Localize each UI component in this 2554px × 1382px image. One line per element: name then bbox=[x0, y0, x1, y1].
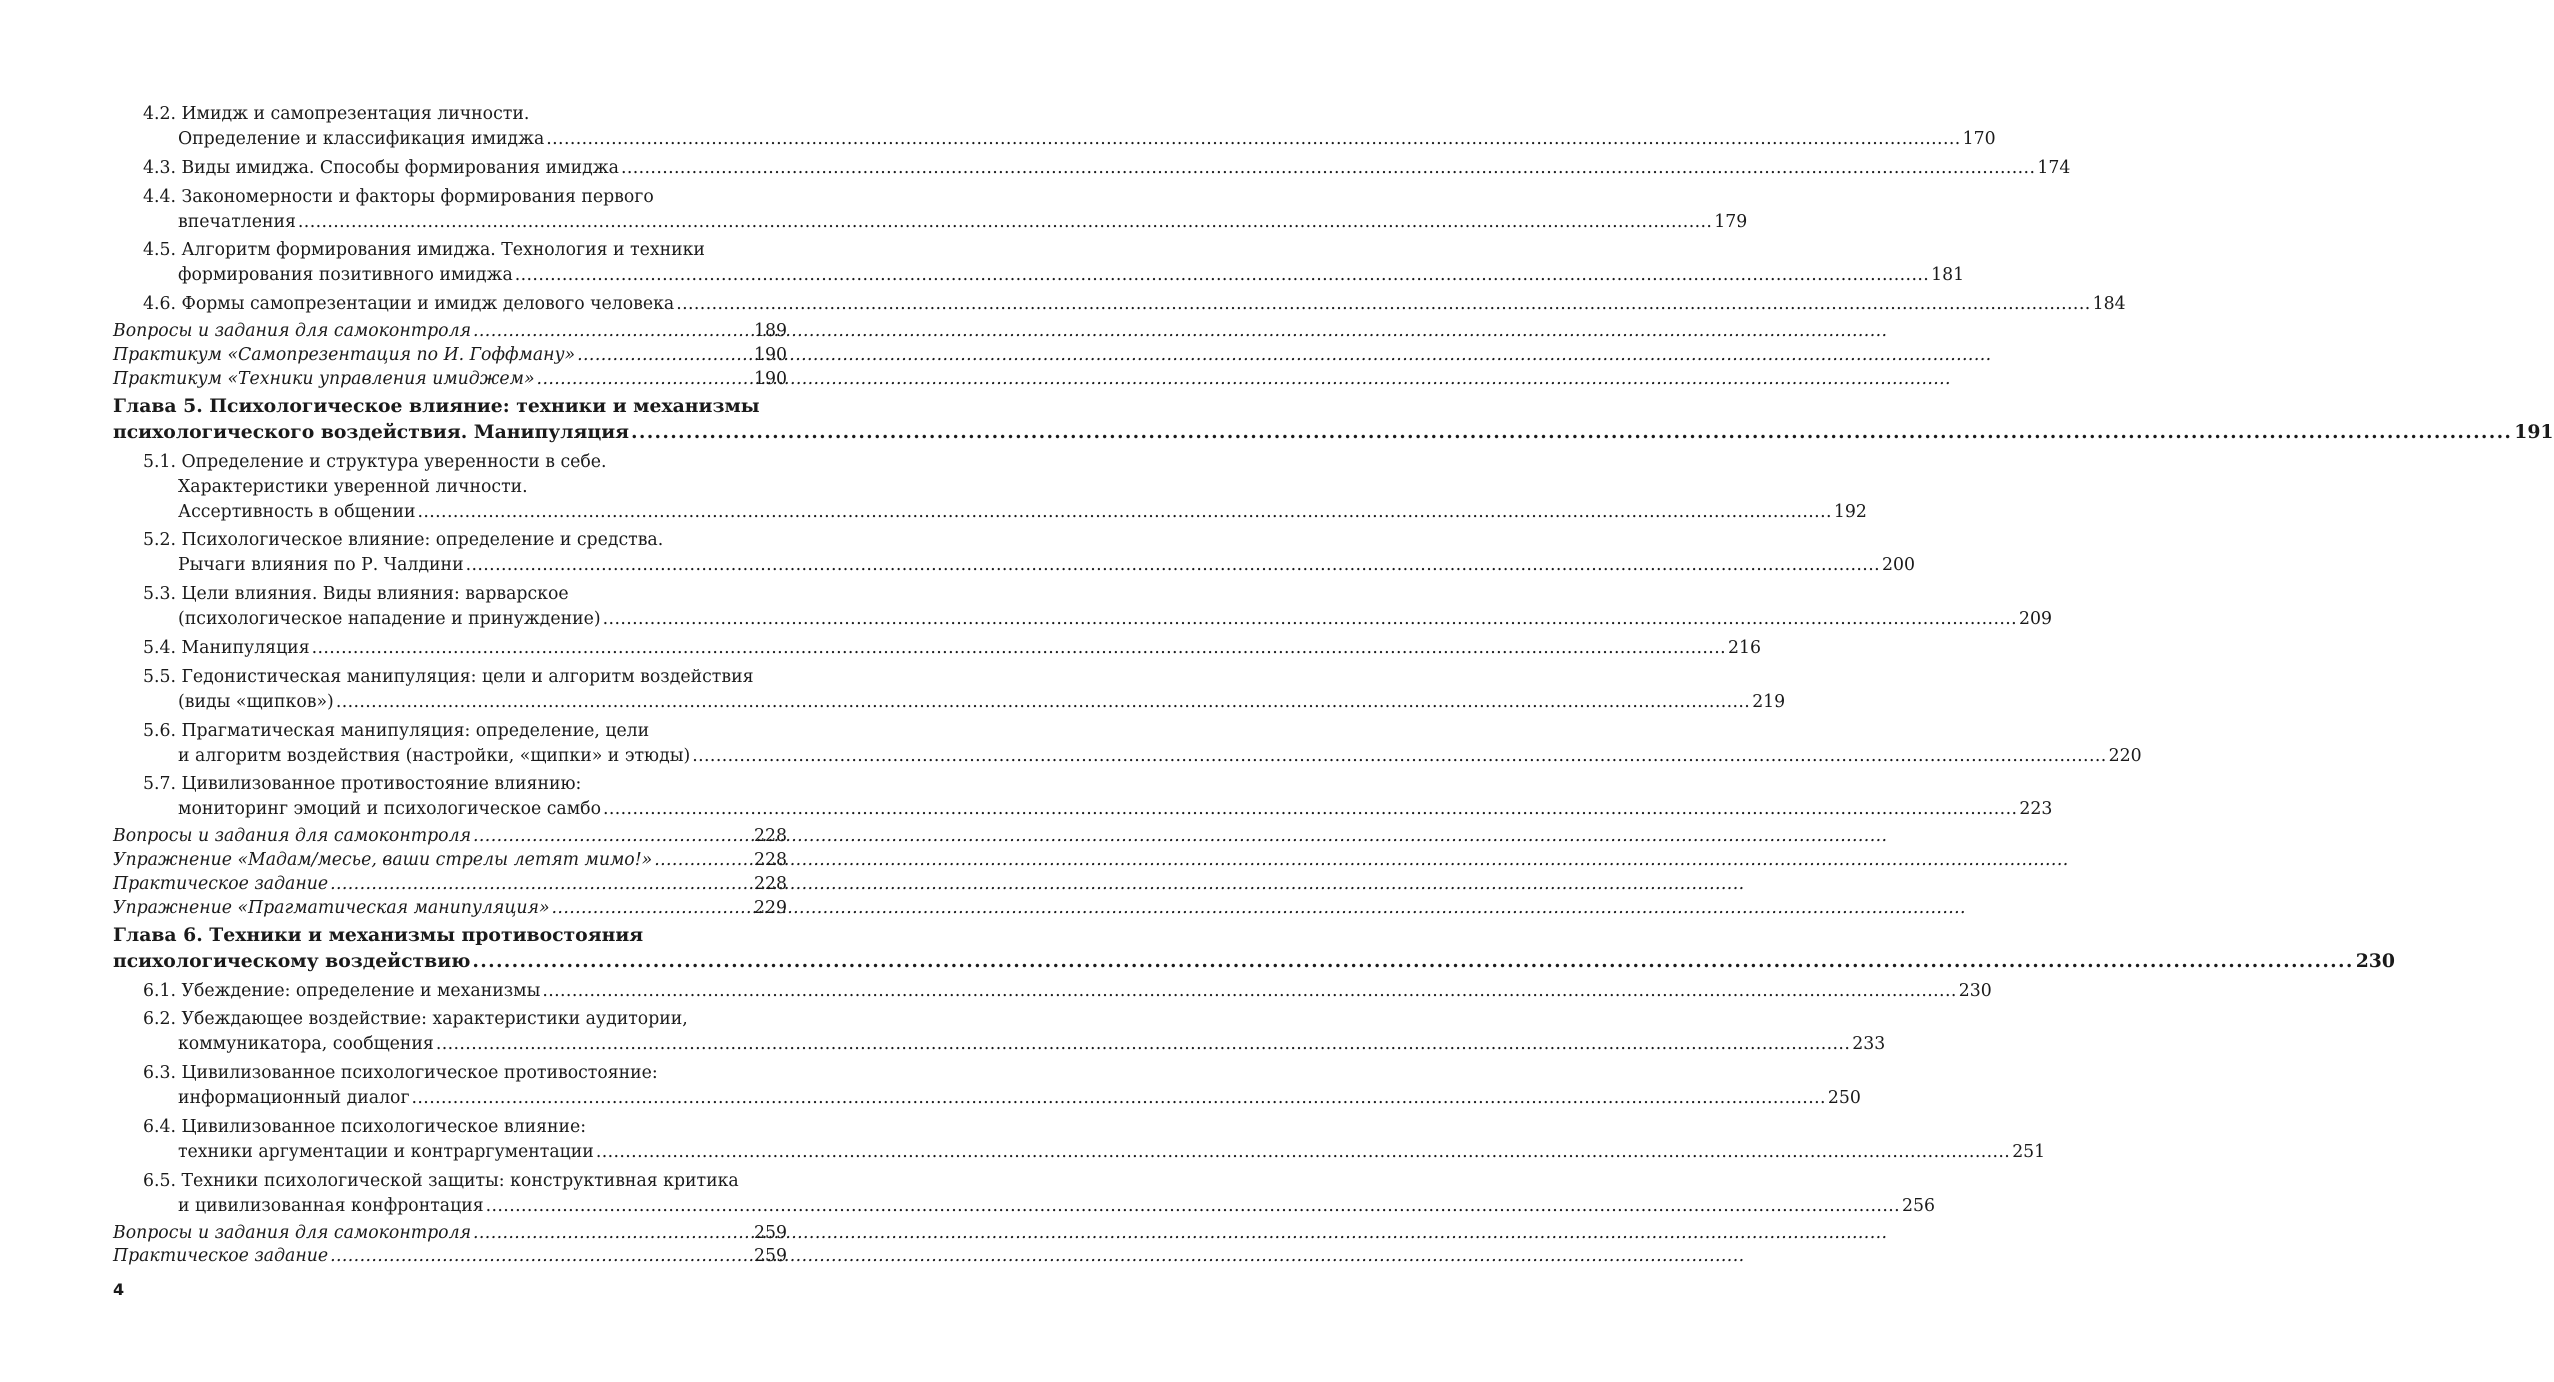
toc-entry-line bbox=[143, 1032, 1886, 1057]
toc-page-number: 251 bbox=[2012, 1141, 2046, 1162]
toc-entry bbox=[113, 582, 2053, 632]
toc-page-number: 190 bbox=[754, 368, 787, 389]
dot-leader bbox=[330, 1246, 752, 1266]
toc-entry-text: 6.2. Убеждающее воздействие: характеристики аудитории, bbox=[143, 1009, 688, 1030]
dot-leader bbox=[298, 212, 1712, 232]
toc-entry bbox=[113, 979, 1992, 1004]
toc-entry-text: психологического воздействия. Манипуляция bbox=[113, 421, 630, 444]
toc-entry-text: 6.5. Техники психологической защиты: конструктивная критика bbox=[143, 1170, 739, 1191]
dot-leader bbox=[654, 850, 752, 870]
toc-entry-line bbox=[143, 500, 1867, 525]
toc-page-number: 250 bbox=[1827, 1088, 1861, 1109]
toc-entry bbox=[113, 898, 787, 918]
toc-entry-line bbox=[143, 636, 1761, 661]
toc-entry-text: 5.1. Определение и структура уверенности в себе. bbox=[143, 451, 607, 472]
dot-leader bbox=[330, 874, 752, 894]
toc-page-number: 229 bbox=[754, 897, 787, 918]
toc-page-number: 259 bbox=[754, 1222, 787, 1243]
toc-entry bbox=[113, 345, 787, 365]
dot-leader bbox=[472, 950, 2353, 972]
toc-entry-text: Глава 6. Техники и механизмы противостояния bbox=[113, 923, 644, 946]
toc-entry bbox=[113, 1246, 787, 1266]
toc-entry bbox=[113, 665, 1786, 715]
toc-entry-line bbox=[143, 1140, 2046, 1165]
toc-entry bbox=[113, 826, 787, 846]
toc-page-number: 259 bbox=[754, 1246, 787, 1267]
table-of-contents bbox=[113, 102, 2554, 1270]
toc-page-number: 256 bbox=[1902, 1195, 1935, 1216]
toc-entry-text: Рычаги влияния по Р. Чалдини bbox=[178, 555, 464, 576]
dot-leader bbox=[486, 1196, 1900, 1216]
toc-entry-line bbox=[113, 826, 787, 846]
toc-entry-line bbox=[143, 292, 2126, 317]
toc-entry-text: впечатления bbox=[178, 211, 296, 232]
toc-page-number: 189 bbox=[754, 320, 787, 341]
toc-entry-line bbox=[113, 1246, 787, 1266]
toc-entry-line bbox=[113, 948, 2395, 975]
toc-entry-text: Практикум «Техники управления имиджем» bbox=[113, 368, 535, 389]
dot-leader bbox=[603, 609, 2017, 629]
toc-page-number: 230 bbox=[1958, 980, 1992, 1001]
toc-entry bbox=[113, 874, 787, 894]
dot-leader bbox=[473, 321, 752, 341]
toc-page-number: 219 bbox=[1752, 691, 1786, 712]
toc-page-number: 228 bbox=[754, 849, 787, 870]
toc-entry-text: 5.7. Цивилизованное противостояние влиянию: bbox=[143, 774, 582, 795]
toc-entry-text: Глава 5. Психологическое влияние: техники и механизмы bbox=[113, 394, 760, 417]
toc-entry-text: Практическое задание bbox=[113, 1246, 329, 1267]
toc-entry bbox=[113, 1169, 1935, 1219]
dot-leader bbox=[546, 129, 1960, 149]
toc-entry-line bbox=[113, 345, 787, 365]
toc-chapter-entry bbox=[113, 393, 2554, 446]
toc-entry-line bbox=[143, 979, 1992, 1004]
toc-entry-text: (виды «щипков») bbox=[178, 691, 334, 712]
toc-entry-line bbox=[113, 369, 787, 389]
dot-leader bbox=[542, 981, 1956, 1001]
dot-leader bbox=[676, 294, 2090, 314]
toc-entry-text: формирования позитивного имиджа bbox=[178, 265, 513, 286]
toc-entry-line bbox=[143, 744, 2142, 769]
dot-leader bbox=[515, 265, 1929, 285]
toc-entry-line bbox=[143, 1194, 1935, 1219]
toc-entry bbox=[113, 369, 787, 389]
toc-entry-text: 4.3. Виды имиджа. Способы формирования имиджа bbox=[143, 157, 619, 178]
toc-entry-text: 5.5. Гедонистическая манипуляция: цели и алгоритм воздействия bbox=[143, 666, 754, 687]
dot-leader bbox=[412, 1088, 1826, 1108]
toc-entry-text: 5.6. Прагматическая манипуляция: определение, цели bbox=[143, 720, 650, 741]
toc-entry-text: 4.5. Алгоритм формирования имиджа. Технология и техники bbox=[143, 240, 705, 261]
toc-entry-text: Вопросы и задания для самоконтроля bbox=[113, 1222, 472, 1243]
toc-entry-line bbox=[143, 607, 2053, 632]
dot-leader bbox=[417, 502, 1831, 522]
toc-entry-text: информационный диалог bbox=[178, 1088, 410, 1109]
dot-leader bbox=[473, 826, 752, 846]
dot-leader bbox=[577, 345, 752, 365]
toc-page-number: 220 bbox=[2108, 745, 2142, 766]
toc-entry-line bbox=[143, 156, 2071, 181]
toc-entry-text: Определение и классификация имиджа bbox=[178, 129, 545, 149]
toc-page-number: 216 bbox=[1727, 637, 1761, 658]
toc-page-number: 223 bbox=[2019, 799, 2053, 820]
toc-entry-text: техники аргументации и контраргументации bbox=[178, 1141, 594, 1162]
toc-entry-line bbox=[143, 553, 1915, 578]
toc-entry-line bbox=[113, 898, 787, 918]
toc-entry-text: и цивилизованная конфронтация bbox=[178, 1195, 484, 1216]
toc-entry-line bbox=[143, 210, 1748, 235]
toc-page-number: 209 bbox=[2019, 609, 2053, 630]
toc-entry-line bbox=[143, 127, 1996, 152]
dot-leader bbox=[621, 158, 2035, 178]
toc-entry bbox=[113, 1007, 1886, 1057]
toc-entry-text: коммуникатора, сообщения bbox=[178, 1034, 434, 1055]
toc-entry bbox=[113, 238, 1965, 288]
dot-leader bbox=[336, 692, 1750, 712]
toc-entry-text: 5.2. Психологическое влияние: определение и средства. bbox=[143, 530, 664, 551]
dot-leader bbox=[692, 746, 2106, 766]
toc-page-number: 233 bbox=[1852, 1034, 1886, 1055]
toc-entry bbox=[113, 321, 787, 341]
toc-entry-text: мониторинг эмоций и психологическое самбо bbox=[178, 799, 601, 820]
toc-entry bbox=[113, 850, 787, 870]
toc-entry bbox=[113, 772, 2053, 822]
toc-page-number: 190 bbox=[754, 344, 787, 365]
toc-entry bbox=[113, 156, 2071, 181]
toc-entry-text: 4.6. Формы самопрезентации и имидж делового человека bbox=[143, 294, 675, 315]
toc-entry-text: (психологическое нападение и принуждение) bbox=[178, 609, 601, 630]
toc-entry bbox=[113, 636, 1761, 661]
toc-entry bbox=[113, 1061, 1861, 1111]
toc-page-number: 184 bbox=[2092, 294, 2126, 315]
toc-entry-text: Упражнение «Мадам/месье, ваши стрелы летят мимо!» bbox=[113, 849, 653, 870]
toc-entry bbox=[113, 1115, 2046, 1165]
dot-leader bbox=[603, 799, 2017, 819]
page-number: 4 bbox=[113, 1280, 125, 1299]
dot-leader bbox=[596, 1142, 2010, 1162]
dot-leader bbox=[436, 1034, 1850, 1054]
toc-entry-line bbox=[113, 850, 787, 870]
toc-entry-text: и алгоритм воздействия (настройки, «щипки» и этюды) bbox=[178, 745, 691, 766]
toc-entry-line bbox=[113, 321, 787, 341]
toc-entry-text: 4.4. Закономерности и факторы формирования первого bbox=[143, 186, 654, 207]
toc-entry-line bbox=[113, 419, 2554, 446]
toc-entry-line bbox=[113, 874, 787, 894]
dot-leader bbox=[473, 1223, 752, 1243]
toc-entry-line bbox=[143, 1086, 1861, 1111]
toc-entry-text: 5.3. Цели влияния. Виды влияния: варварское bbox=[143, 584, 569, 605]
toc-entry-line bbox=[143, 797, 2053, 822]
toc-page-number: 170 bbox=[1962, 129, 1996, 149]
dot-leader bbox=[537, 369, 752, 389]
dot-leader bbox=[631, 421, 2512, 443]
toc-entry-line bbox=[113, 1223, 787, 1243]
toc-entry-text: Вопросы и задания для самоконтроля bbox=[113, 826, 472, 847]
toc-entry-text: Ассертивность в общении bbox=[178, 501, 416, 522]
toc-entry-text: 6.3. Цивилизованное психологическое противостояние: bbox=[143, 1063, 658, 1084]
toc-entry-text: Практикум «Самопрезентация по И. Гоффману» bbox=[113, 344, 576, 365]
toc-entry-text: Вопросы и задания для самоконтроля bbox=[113, 320, 472, 341]
toc-page-number: 181 bbox=[1931, 265, 1965, 286]
dot-leader bbox=[552, 898, 752, 918]
toc-entry-text: 6.1. Убеждение: определение и механизмы bbox=[143, 980, 541, 1001]
toc-entry-line bbox=[143, 690, 1786, 715]
toc-entry-text: Характеристики уверенной личности. bbox=[178, 476, 528, 497]
toc-page-number: 192 bbox=[1833, 501, 1867, 522]
toc-entry bbox=[113, 450, 1867, 525]
toc-entry-text: 6.4. Цивилизованное психологическое влияние: bbox=[143, 1116, 587, 1137]
toc-page-number: 230 bbox=[2355, 950, 2395, 973]
toc-entry bbox=[113, 185, 1748, 235]
toc-chapter-entry bbox=[113, 922, 2395, 975]
toc-entry-line bbox=[143, 263, 1965, 288]
toc-entry-text: Упражнение «Прагматическая манипуляция» bbox=[113, 897, 550, 918]
toc-page-number: 191 bbox=[2514, 421, 2554, 444]
toc-entry bbox=[113, 719, 2142, 769]
toc-page-number: 228 bbox=[754, 826, 787, 847]
dot-leader bbox=[312, 638, 1726, 658]
toc-entry-text: Практическое задание bbox=[113, 873, 329, 894]
toc-page-number: 200 bbox=[1881, 555, 1915, 576]
toc-page-number: 179 bbox=[1714, 211, 1748, 232]
toc-entry bbox=[113, 528, 1915, 578]
toc-page-number: 174 bbox=[2037, 157, 2071, 178]
toc-entry bbox=[113, 102, 1996, 152]
toc-entry bbox=[113, 1223, 787, 1243]
toc-entry-text: 4.2. Имидж и самопрезентация личности. bbox=[143, 104, 530, 124]
toc-entry-text: психологическому воздействию bbox=[113, 950, 471, 973]
toc-page-number: 228 bbox=[754, 873, 787, 894]
toc-entry-text: 5.4. Манипуляция bbox=[143, 637, 310, 658]
dot-leader bbox=[466, 555, 1880, 575]
toc-entry bbox=[113, 292, 2126, 317]
